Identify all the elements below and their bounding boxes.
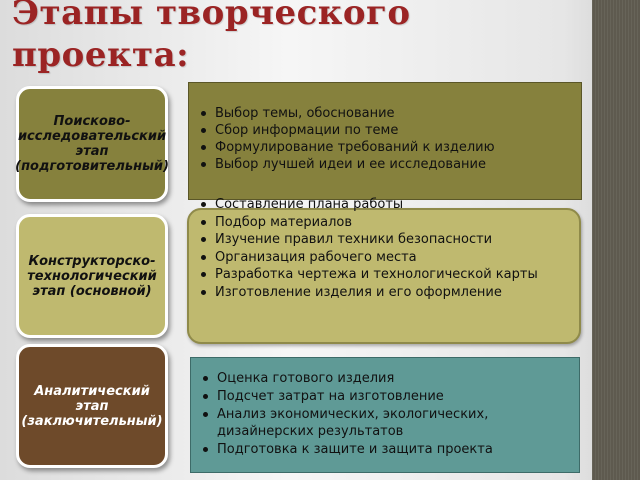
task-list	[195, 196, 573, 302]
task-item: Сбор информации по теме	[215, 122, 575, 139]
task-list	[195, 105, 575, 173]
stage-tasks-search-research	[188, 82, 582, 200]
task-item: Подготовка к защите и защита проекта	[217, 441, 573, 459]
stage-tasks-analytical	[190, 357, 580, 473]
stage-label-analytical: Аналитический этап (заключительный)	[16, 344, 168, 468]
stage-tasks-design-technology	[187, 197, 581, 344]
stage-label-search-research: Поисково-исследовательский этап (подготовительный)	[16, 86, 168, 202]
task-item: Подсчет затрат на изготовление	[217, 388, 573, 406]
task-item: Изготовление изделия и его оформление	[215, 284, 573, 302]
task-item: Разработка чертежа и технологической карты	[215, 266, 573, 284]
task-item: Подбор материалов	[215, 214, 573, 232]
task-list	[197, 370, 573, 459]
task-item: Изучение правил техники безопасности	[215, 231, 573, 249]
slide-title: Этапы творческого проекта:	[12, 0, 411, 75]
task-item: Выбор темы, обоснование	[215, 105, 575, 122]
task-item: Составление плана работы	[215, 196, 573, 214]
task-item: Анализ экономических, экологических, дизайнерских результатов	[217, 406, 573, 442]
task-item: Организация рабочего места	[215, 249, 573, 267]
stage-label-design-technology: Конструкторско-технологический этап (основной)	[16, 214, 168, 338]
decorative-sidebar	[592, 0, 640, 480]
task-item: Выбор лучшей идеи и ее исследование	[215, 156, 575, 173]
task-item: Формулирование требований к изделию	[215, 139, 575, 156]
task-item: Оценка готового изделия	[217, 370, 573, 388]
